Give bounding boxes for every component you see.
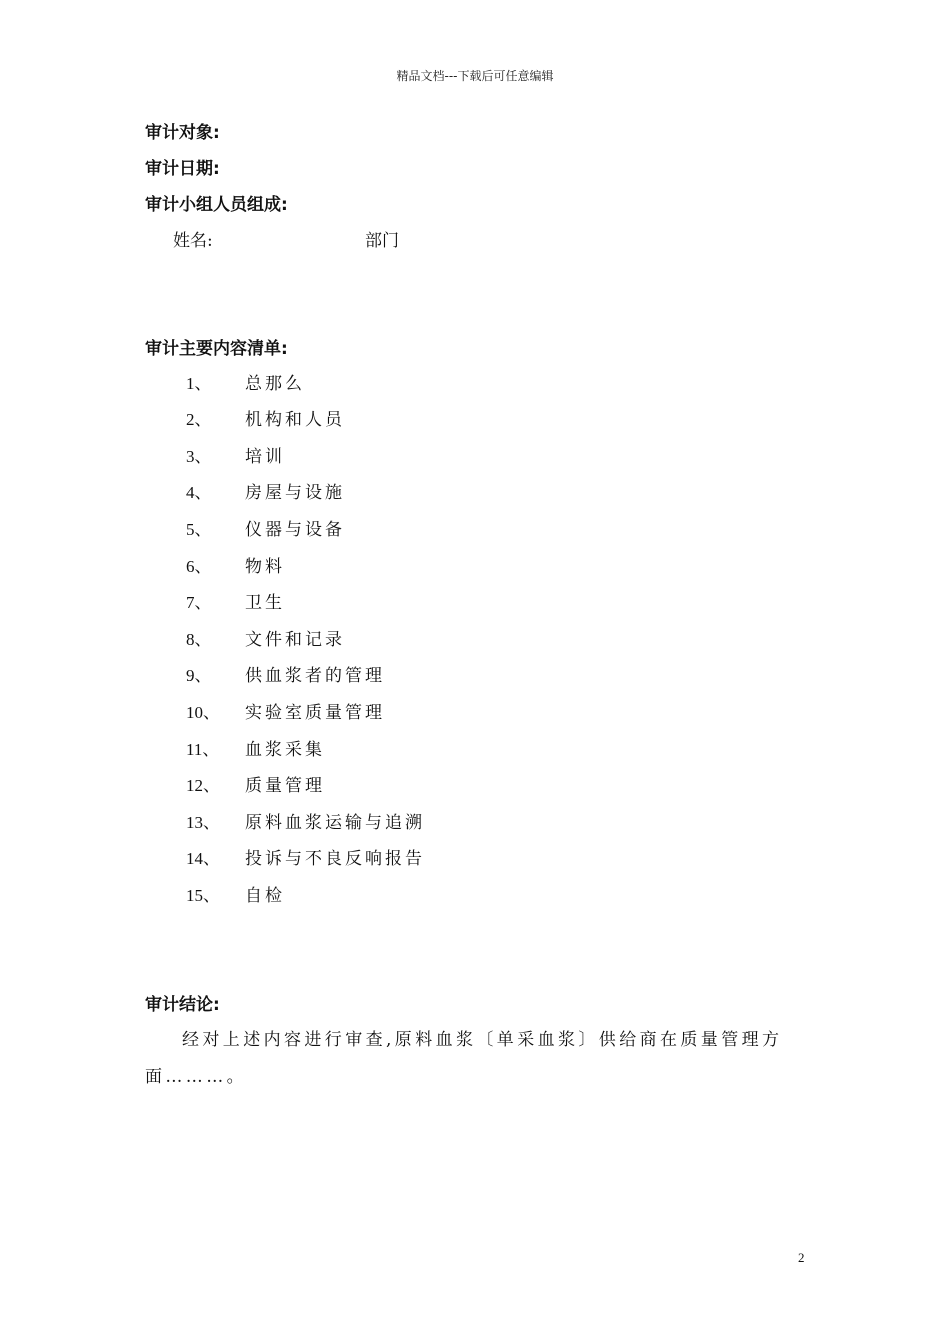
page-number: 2	[798, 1250, 805, 1265]
list-item-number: 15、	[186, 886, 220, 905]
page-header: 精品文档---下载后可任意编辑	[396, 69, 554, 83]
list-item-number: 4、	[186, 483, 212, 502]
list-item-text: 自检	[245, 886, 285, 906]
list-item-text: 供血浆者的管理	[245, 666, 385, 686]
list-item-number: 11、	[186, 740, 220, 759]
list-item-text: 总那么	[245, 374, 305, 394]
list-item-number: 6、	[186, 557, 212, 576]
list-item-number: 12、	[186, 776, 220, 795]
list-item-number: 5、	[186, 520, 212, 539]
list-item-number: 9、	[186, 666, 212, 685]
list-item-number: 7、	[186, 593, 212, 612]
content-list-title: 审计主要内容清单:	[145, 339, 288, 359]
audit-object-label: 审计对象:	[145, 123, 220, 143]
audit-team-label: 审计小组人员组成:	[145, 195, 288, 215]
team-member-header-row	[173, 226, 399, 251]
list-item-text: 培训	[245, 447, 285, 467]
name-column-label: 姓名:	[173, 231, 213, 251]
list-item-text: 仪器与设备	[245, 520, 345, 540]
list-item-text: 文件和记录	[245, 630, 345, 650]
list-item-number: 8、	[186, 630, 212, 649]
list-item-number: 3、	[186, 447, 212, 466]
list-item-text: 物料	[245, 557, 285, 577]
list-item-number: 10、	[186, 703, 220, 722]
conclusion-title: 审计结论:	[145, 995, 220, 1015]
list-item-text: 机构和人员	[245, 410, 345, 430]
conclusion-text-line-1: 经对上述内容进行审查,原料血浆〔单采血浆〕供给商在质量管理方	[182, 1030, 783, 1050]
list-item-text: 质量管理	[245, 776, 325, 796]
list-item-number: 13、	[186, 813, 220, 832]
audit-date-label: 审计日期:	[145, 159, 220, 179]
list-item-number: 14、	[186, 849, 220, 868]
list-item-text: 血浆采集	[245, 740, 325, 760]
conclusion-text-line-2: 面………。	[145, 1067, 247, 1087]
list-item-text: 原料血浆运输与追溯	[245, 813, 425, 833]
list-item-text: 实验室质量管理	[245, 703, 385, 723]
list-item-text: 卫生	[245, 593, 285, 613]
department-column-label: 部门	[365, 231, 399, 251]
list-item-number: 2、	[186, 410, 212, 429]
list-item-number: 1、	[186, 374, 212, 393]
list-item-text: 投诉与不良反响报告	[245, 849, 425, 869]
list-item-text: 房屋与设施	[245, 483, 345, 503]
